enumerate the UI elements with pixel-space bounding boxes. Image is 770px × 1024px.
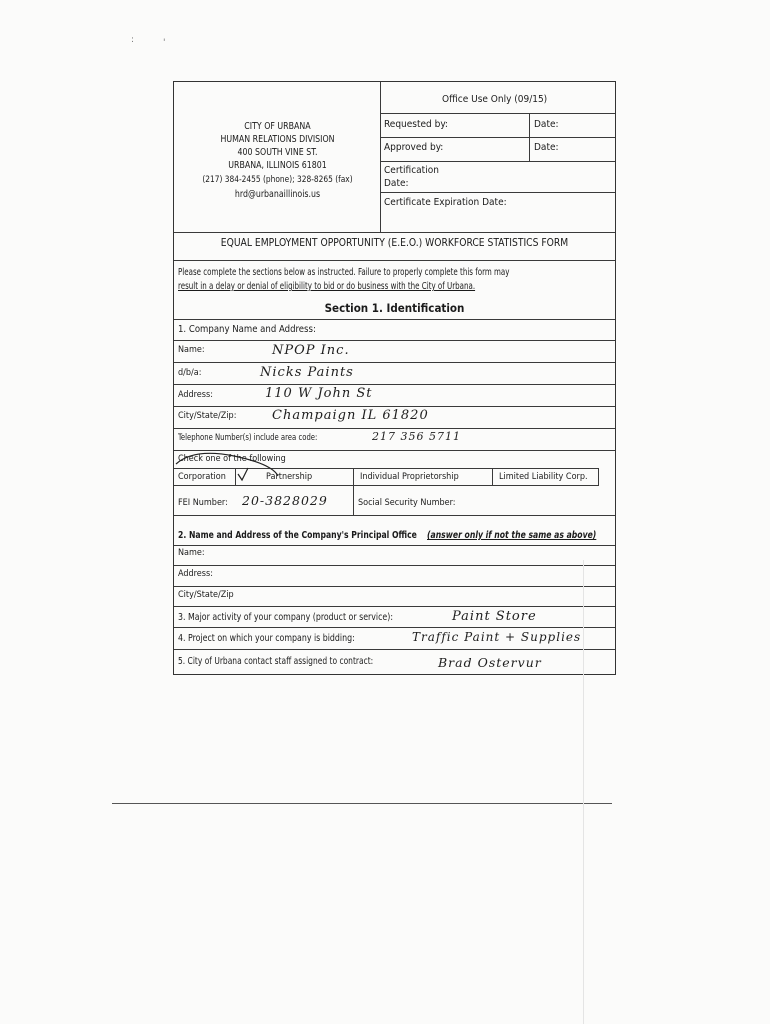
requested-by-label: Requested by: bbox=[384, 119, 448, 130]
s2-city-label: City/State/Zip bbox=[178, 590, 234, 600]
handwritten-check-mark bbox=[174, 450, 284, 490]
rule bbox=[174, 260, 615, 261]
option-divider bbox=[598, 468, 599, 485]
rule bbox=[380, 192, 615, 193]
rule bbox=[174, 515, 615, 516]
option-llc[interactable]: Limited Liability Corp. bbox=[499, 472, 588, 482]
address-label: Address: bbox=[178, 390, 213, 400]
s2-heading: 2. Name and Address of the Company's Principal Office bbox=[178, 530, 417, 541]
agency-phone: (217) 384-2455 (phone); 328-8265 (fax) bbox=[202, 175, 353, 185]
phone-label: Telephone Number(s) include area code: bbox=[178, 433, 318, 443]
page-rule bbox=[112, 803, 612, 804]
eeo-form bbox=[173, 81, 616, 675]
s4-value[interactable]: Traffic Paint + Supplies bbox=[412, 630, 582, 644]
rule bbox=[174, 606, 615, 607]
certification-label: Certification bbox=[384, 165, 439, 176]
s2-heading-note: (answer only if not the same as above) bbox=[427, 530, 597, 541]
dba-label: d/b/a: bbox=[178, 368, 202, 378]
city-value[interactable]: Champaign IL 61820 bbox=[272, 408, 429, 423]
cert-expiration-label: Certificate Expiration Date: bbox=[384, 197, 507, 208]
rule bbox=[174, 627, 615, 628]
scan-artifact-line bbox=[583, 560, 584, 1024]
fei-divider bbox=[353, 485, 354, 515]
rule bbox=[174, 232, 615, 233]
rule bbox=[380, 161, 615, 162]
rule bbox=[380, 113, 615, 114]
instructions-line2: result in a delay or denial of eligibility to bid or do business with the City of Urbana. bbox=[178, 281, 476, 292]
agency-email: hrd@urbanaillinois.us bbox=[234, 189, 321, 200]
agency-street: 400 SOUTH VINE ST. bbox=[237, 147, 318, 158]
agency-city: URBANA, ILLINOIS 61801 bbox=[228, 160, 327, 171]
option-partnership[interactable]: Partnership bbox=[266, 472, 313, 482]
name-value[interactable]: NPOP Inc. bbox=[272, 343, 350, 358]
scan-speck: ' bbox=[163, 38, 166, 48]
rule bbox=[174, 649, 615, 650]
form-title: EQUAL EMPLOYMENT OPPORTUNITY (E.E.O.) WORKFORCE STATISTICS FORM bbox=[220, 236, 569, 249]
rule bbox=[380, 137, 615, 138]
rule bbox=[174, 586, 615, 587]
s3-label: 3. Major activity of your company (product or service): bbox=[178, 612, 393, 623]
rule bbox=[174, 362, 615, 363]
rule bbox=[174, 340, 615, 341]
date-label: Date: bbox=[534, 119, 559, 130]
cert-date-label: Date: bbox=[384, 178, 409, 189]
rule bbox=[174, 406, 615, 407]
rule bbox=[174, 384, 615, 385]
s2-name-label: Name: bbox=[178, 548, 205, 558]
address-value[interactable]: 110 W John St bbox=[265, 386, 373, 401]
header-divider bbox=[380, 82, 381, 232]
rule bbox=[174, 485, 599, 486]
dba-value[interactable]: Nicks Paints bbox=[260, 365, 354, 380]
city-label: City/State/Zip: bbox=[178, 411, 237, 421]
s2-address-label: Address: bbox=[178, 569, 213, 579]
s4-label: 4. Project on which your company is bidding: bbox=[178, 633, 355, 644]
option-divider bbox=[492, 468, 493, 485]
name-label: Name: bbox=[178, 345, 205, 355]
option-corporation[interactable]: Corporation bbox=[178, 472, 226, 482]
fei-label: FEI Number: bbox=[178, 498, 228, 508]
option-individual-proprietorship[interactable]: Individual Proprietorship bbox=[360, 472, 459, 482]
ssn-label: Social Security Number: bbox=[358, 498, 456, 508]
scan-speck: : bbox=[131, 35, 135, 45]
phone-value[interactable]: 217 356 5711 bbox=[372, 430, 461, 443]
office-use-header: Office Use Only (09/15) bbox=[442, 94, 548, 105]
agency-name: CITY OF URBANA bbox=[244, 121, 311, 132]
date-label: Date: bbox=[534, 142, 559, 153]
approved-by-label: Approved by: bbox=[384, 142, 444, 153]
check-label: Check one of the following bbox=[178, 454, 286, 464]
rule bbox=[174, 545, 615, 546]
s3-value[interactable]: Paint Store bbox=[452, 609, 537, 624]
agency-division: HUMAN RELATIONS DIVISION bbox=[220, 134, 335, 145]
s5-value[interactable]: Brad Ostervur bbox=[438, 655, 542, 670]
rule bbox=[174, 319, 615, 320]
rule bbox=[174, 428, 615, 429]
fei-value[interactable]: 20-3828029 bbox=[242, 493, 328, 508]
s1-heading: 1. Company Name and Address: bbox=[178, 324, 316, 335]
s5-label: 5. City of Urbana contact staff assigned to contract: bbox=[178, 656, 374, 667]
option-divider bbox=[353, 468, 354, 485]
instructions-line1: Please complete the sections below as instructed. Failure to properly complete this form may bbox=[178, 267, 510, 278]
rule bbox=[174, 565, 615, 566]
section-title: Section 1. Identification bbox=[324, 301, 465, 315]
